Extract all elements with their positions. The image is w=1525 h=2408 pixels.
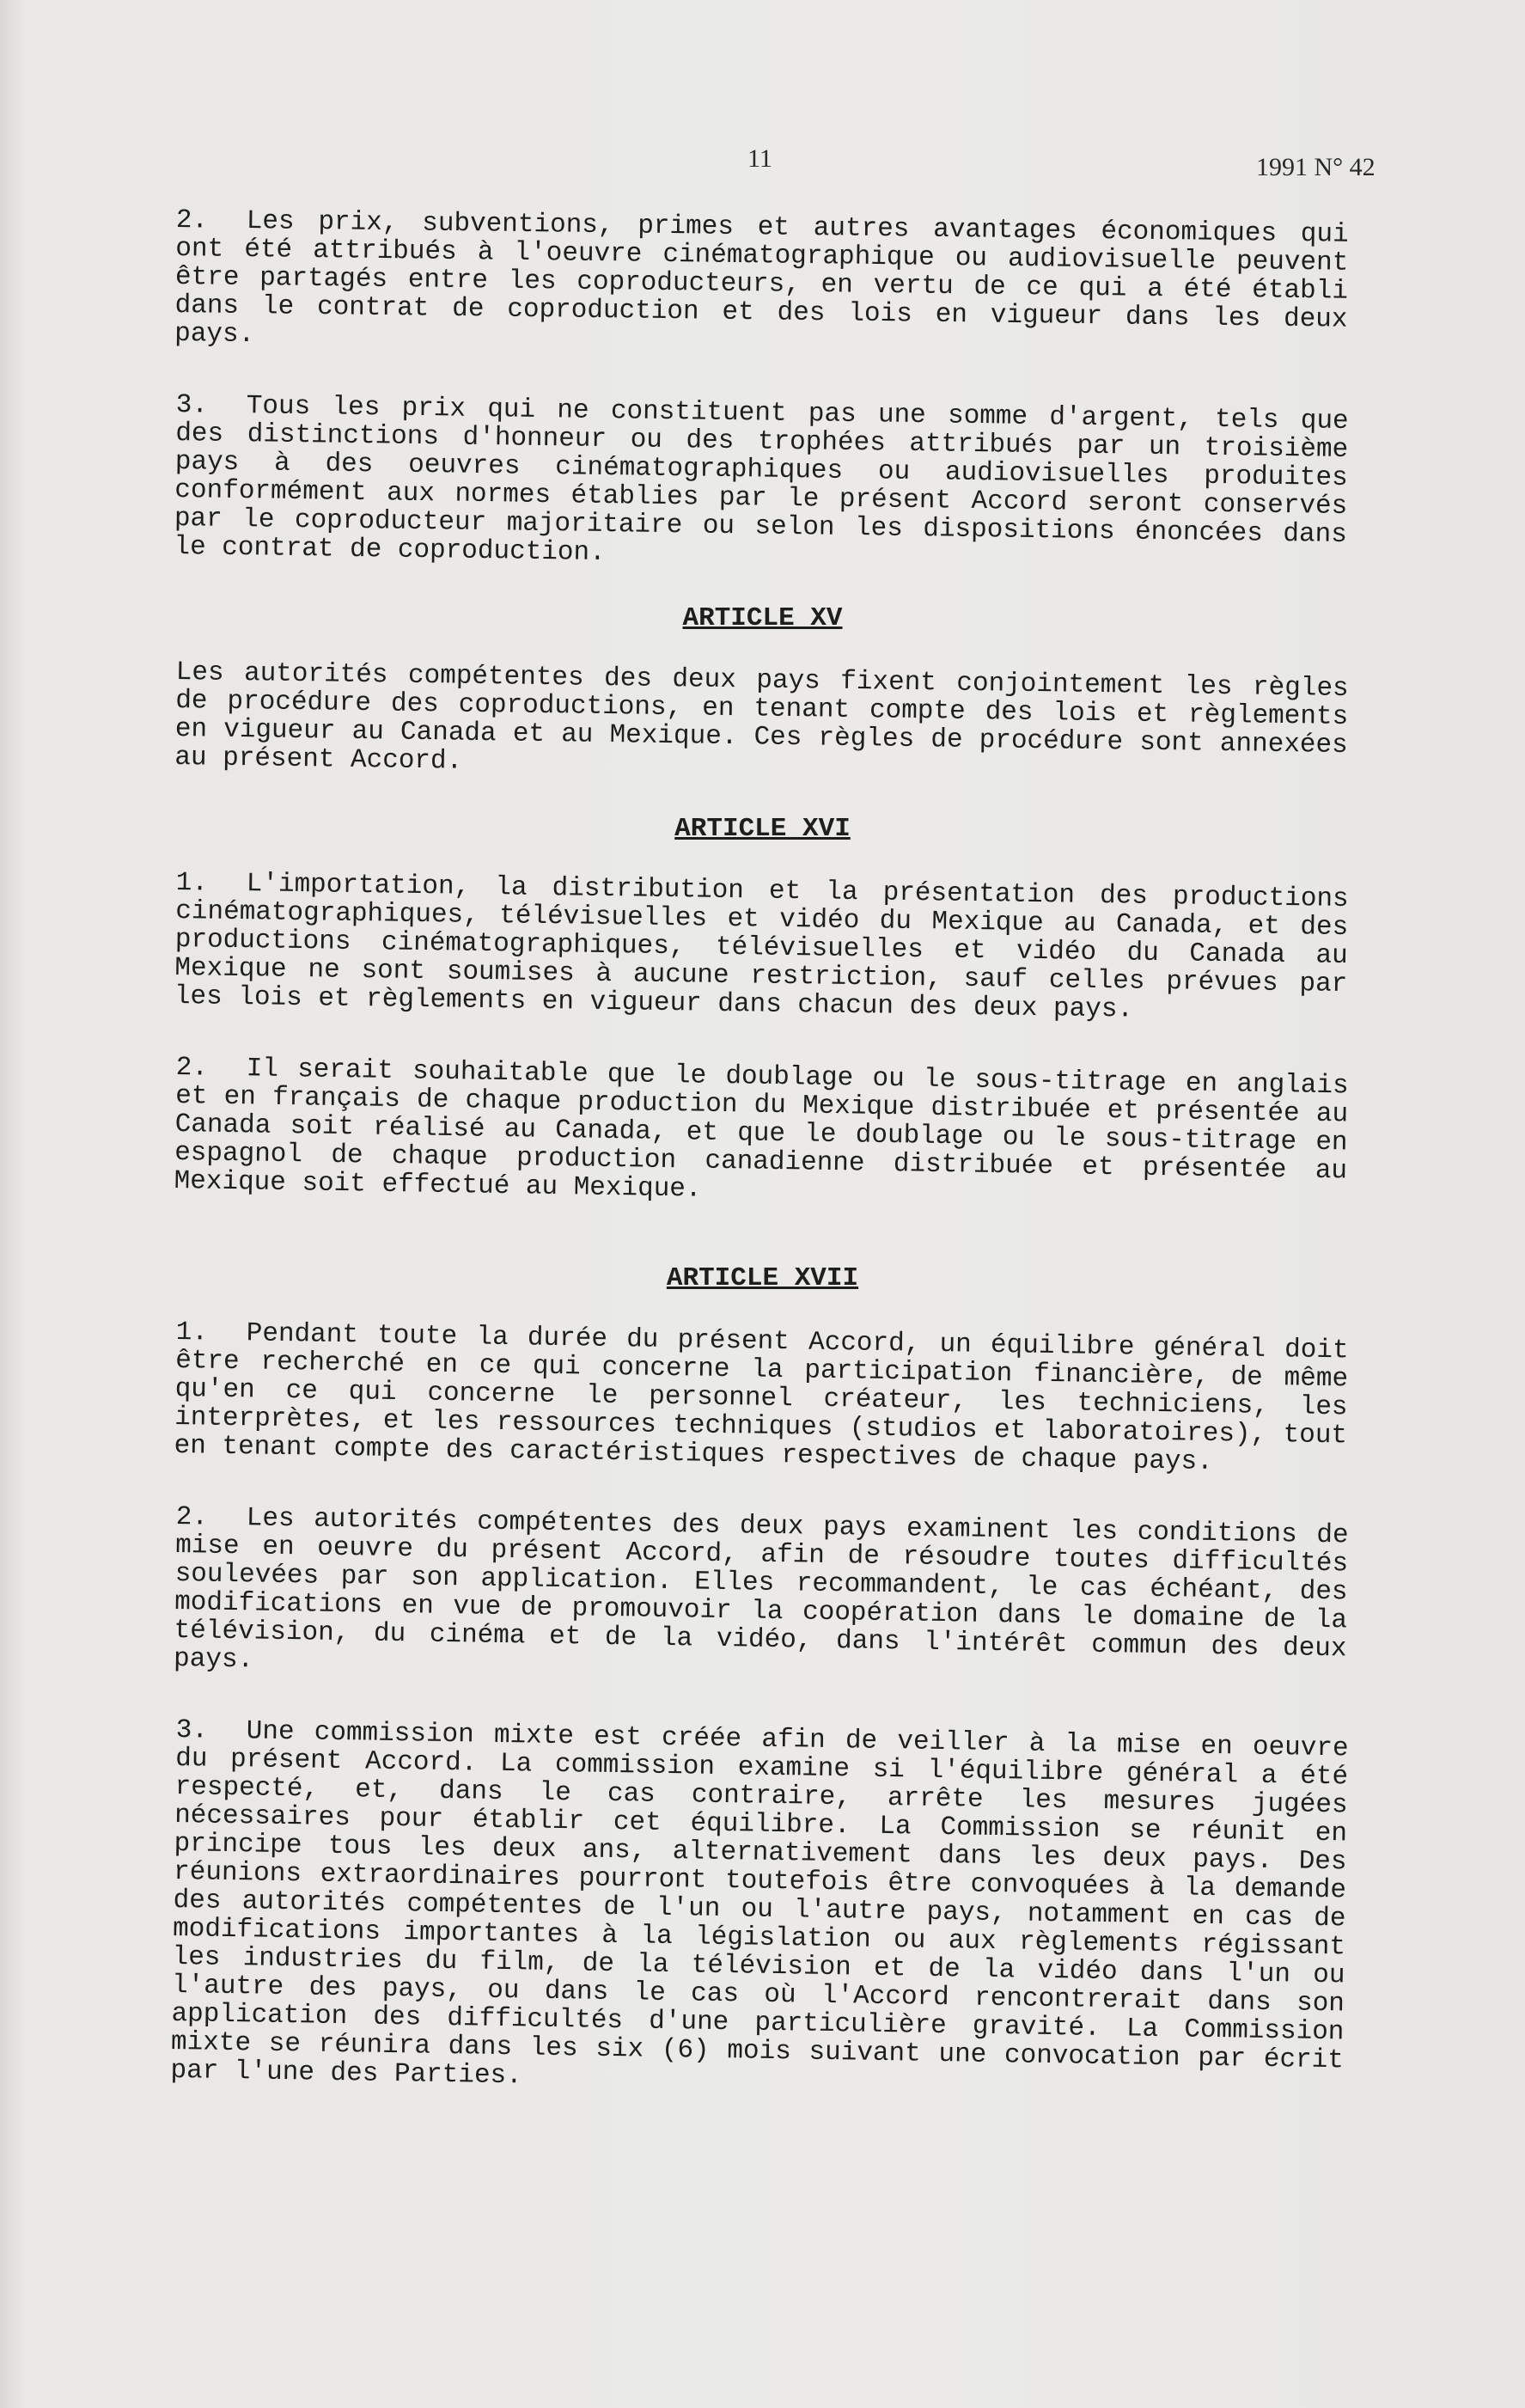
paragraph-text: Les autorités compétentes des deux pays fixent conjointement les règles de procédure des coproductions, en tenant compte des lois et règlements en vigueur au Canada et au Mexique. Ces règles de procédure sont annexées au présent Accord. — [174, 657, 1349, 777]
paragraph — [174, 658, 1349, 788]
page-number: 11 — [747, 144, 772, 173]
paragraph-text: Les autorités compétentes des deux pays examinent les conditions de mise en oeuvre du présent Accord, afin de résoudre toutes difficultés soulevées par son application. Elles recommandent, le cas échéant, des modifications en vue de promouvoir la coopération dans le domaine de la télévision, du cinéma et de la vidéo, dans l'intérêt commun des deux pays. — [173, 1503, 1349, 1676]
paragraph-number: 1. — [175, 1317, 209, 1348]
paragraph-number: 2. — [175, 205, 209, 236]
paragraph-number: 2. — [175, 1502, 209, 1533]
paragraph — [174, 1054, 1348, 1213]
paragraph-text: Il serait souhaitable que le doublage ou le sous-titrage en anglais et en français de chaque production du Mexique distribuée et présentée au Canada soit réalisé au Canada, et que le doublage ou le sous-titrage en espagnol de chaque production canadienne distribuée et présentée au Mexique soit effectué au Mexique. — [174, 1054, 1349, 1205]
article-heading: ARTICLE XV — [682, 603, 843, 633]
paragraph — [174, 391, 1349, 578]
paragraph — [174, 1318, 1348, 1478]
paragraph — [174, 869, 1349, 1027]
document-reference: 1991 N° 42 — [1256, 153, 1376, 181]
paragraph-number: 1. — [175, 868, 209, 899]
paragraph — [170, 1716, 1349, 2103]
paragraph — [174, 206, 1349, 363]
paragraph-number: 3. — [175, 390, 209, 421]
paragraph — [174, 1503, 1349, 1691]
paragraph-text: Tous les prix qui ne constituent pas une somme d'argent, tels que des distinctions d'honneur ou des trophées attribués par un troisième pays à des oeuvres cinématographiques ou audiovisuelles produites conformément aux normes établies par le présent Accord seront conservés par le coproducteur majoritaire ou selon les dispositions énoncées dans le contrat de coproduction. — [174, 391, 1349, 568]
paragraph-number: 2. — [175, 1053, 209, 1084]
paragraph-text: Les prix, subventions, primes et autres avantages économiques qui ont été attribués à l'oeuvre cinématographique ou audiovisuelle peuvent être partagés entre les coproducteurs, en vertu de ce qui a été établi dans le contrat de coproduction et des lois en vigueur dans les deux pays. — [174, 206, 1349, 351]
article-heading: ARTICLE XVII — [666, 1263, 859, 1293]
paragraph-number: 3. — [175, 1715, 209, 1746]
article-heading: ARTICLE XVI — [674, 814, 851, 844]
paragraph-text: Une commission mixte est créée afin de veiller à la mise en oeuvre du présent Accord. La commission examine si l'équilibre général a été respecté, et, dans le cas contraire, arrête les mesures jugées nécessaires pour établir cet équilibre. La Commission se réunit en principe tous les deux ans, alternativement dans les deux pays. Des réunions extraordinaires pourront toutefois être convoquées à la demande des autorités compétentes de l'un ou l'autre pays, notamment en cas de modifications importantes à la législation ou aux règlements régissant les industries du film, de la télévision et de la vidéo dans l'un ou l'autre des pays, ou dans le cas où l'Accord rencontrerait dans son application des difficultés d'une particulière gravité. La Commission mixte se réunira dans les six (6) mois suivant une convocation par écrit par l'une des Parties. — [170, 1716, 1349, 2092]
paragraph-text: Pendant toute la durée du présent Accord, un équilibre général doit être recherché en ce qui concerne la participation financière, de même qu'en ce qui concerne le personnel créateur, les techniciens, les interprètes, et les ressources techniques (studios et laboratoires), tout en tenant compte des caractéristiques respectives de chaque pays. — [174, 1318, 1349, 1477]
document-body — [170, 205, 1349, 2092]
paragraph-text: L'importation, la distribution et la présentation des productions cinématographiques, télévisuelles et vidéo du Mexique au Canada, et des productions cinématographiques, télévisuelles et vidéo du Canada au Mexique ne sont soumises à aucune restriction, sauf celles prévues par les lois et règlements en vigueur dans chacun des deux pays. — [174, 869, 1349, 1025]
